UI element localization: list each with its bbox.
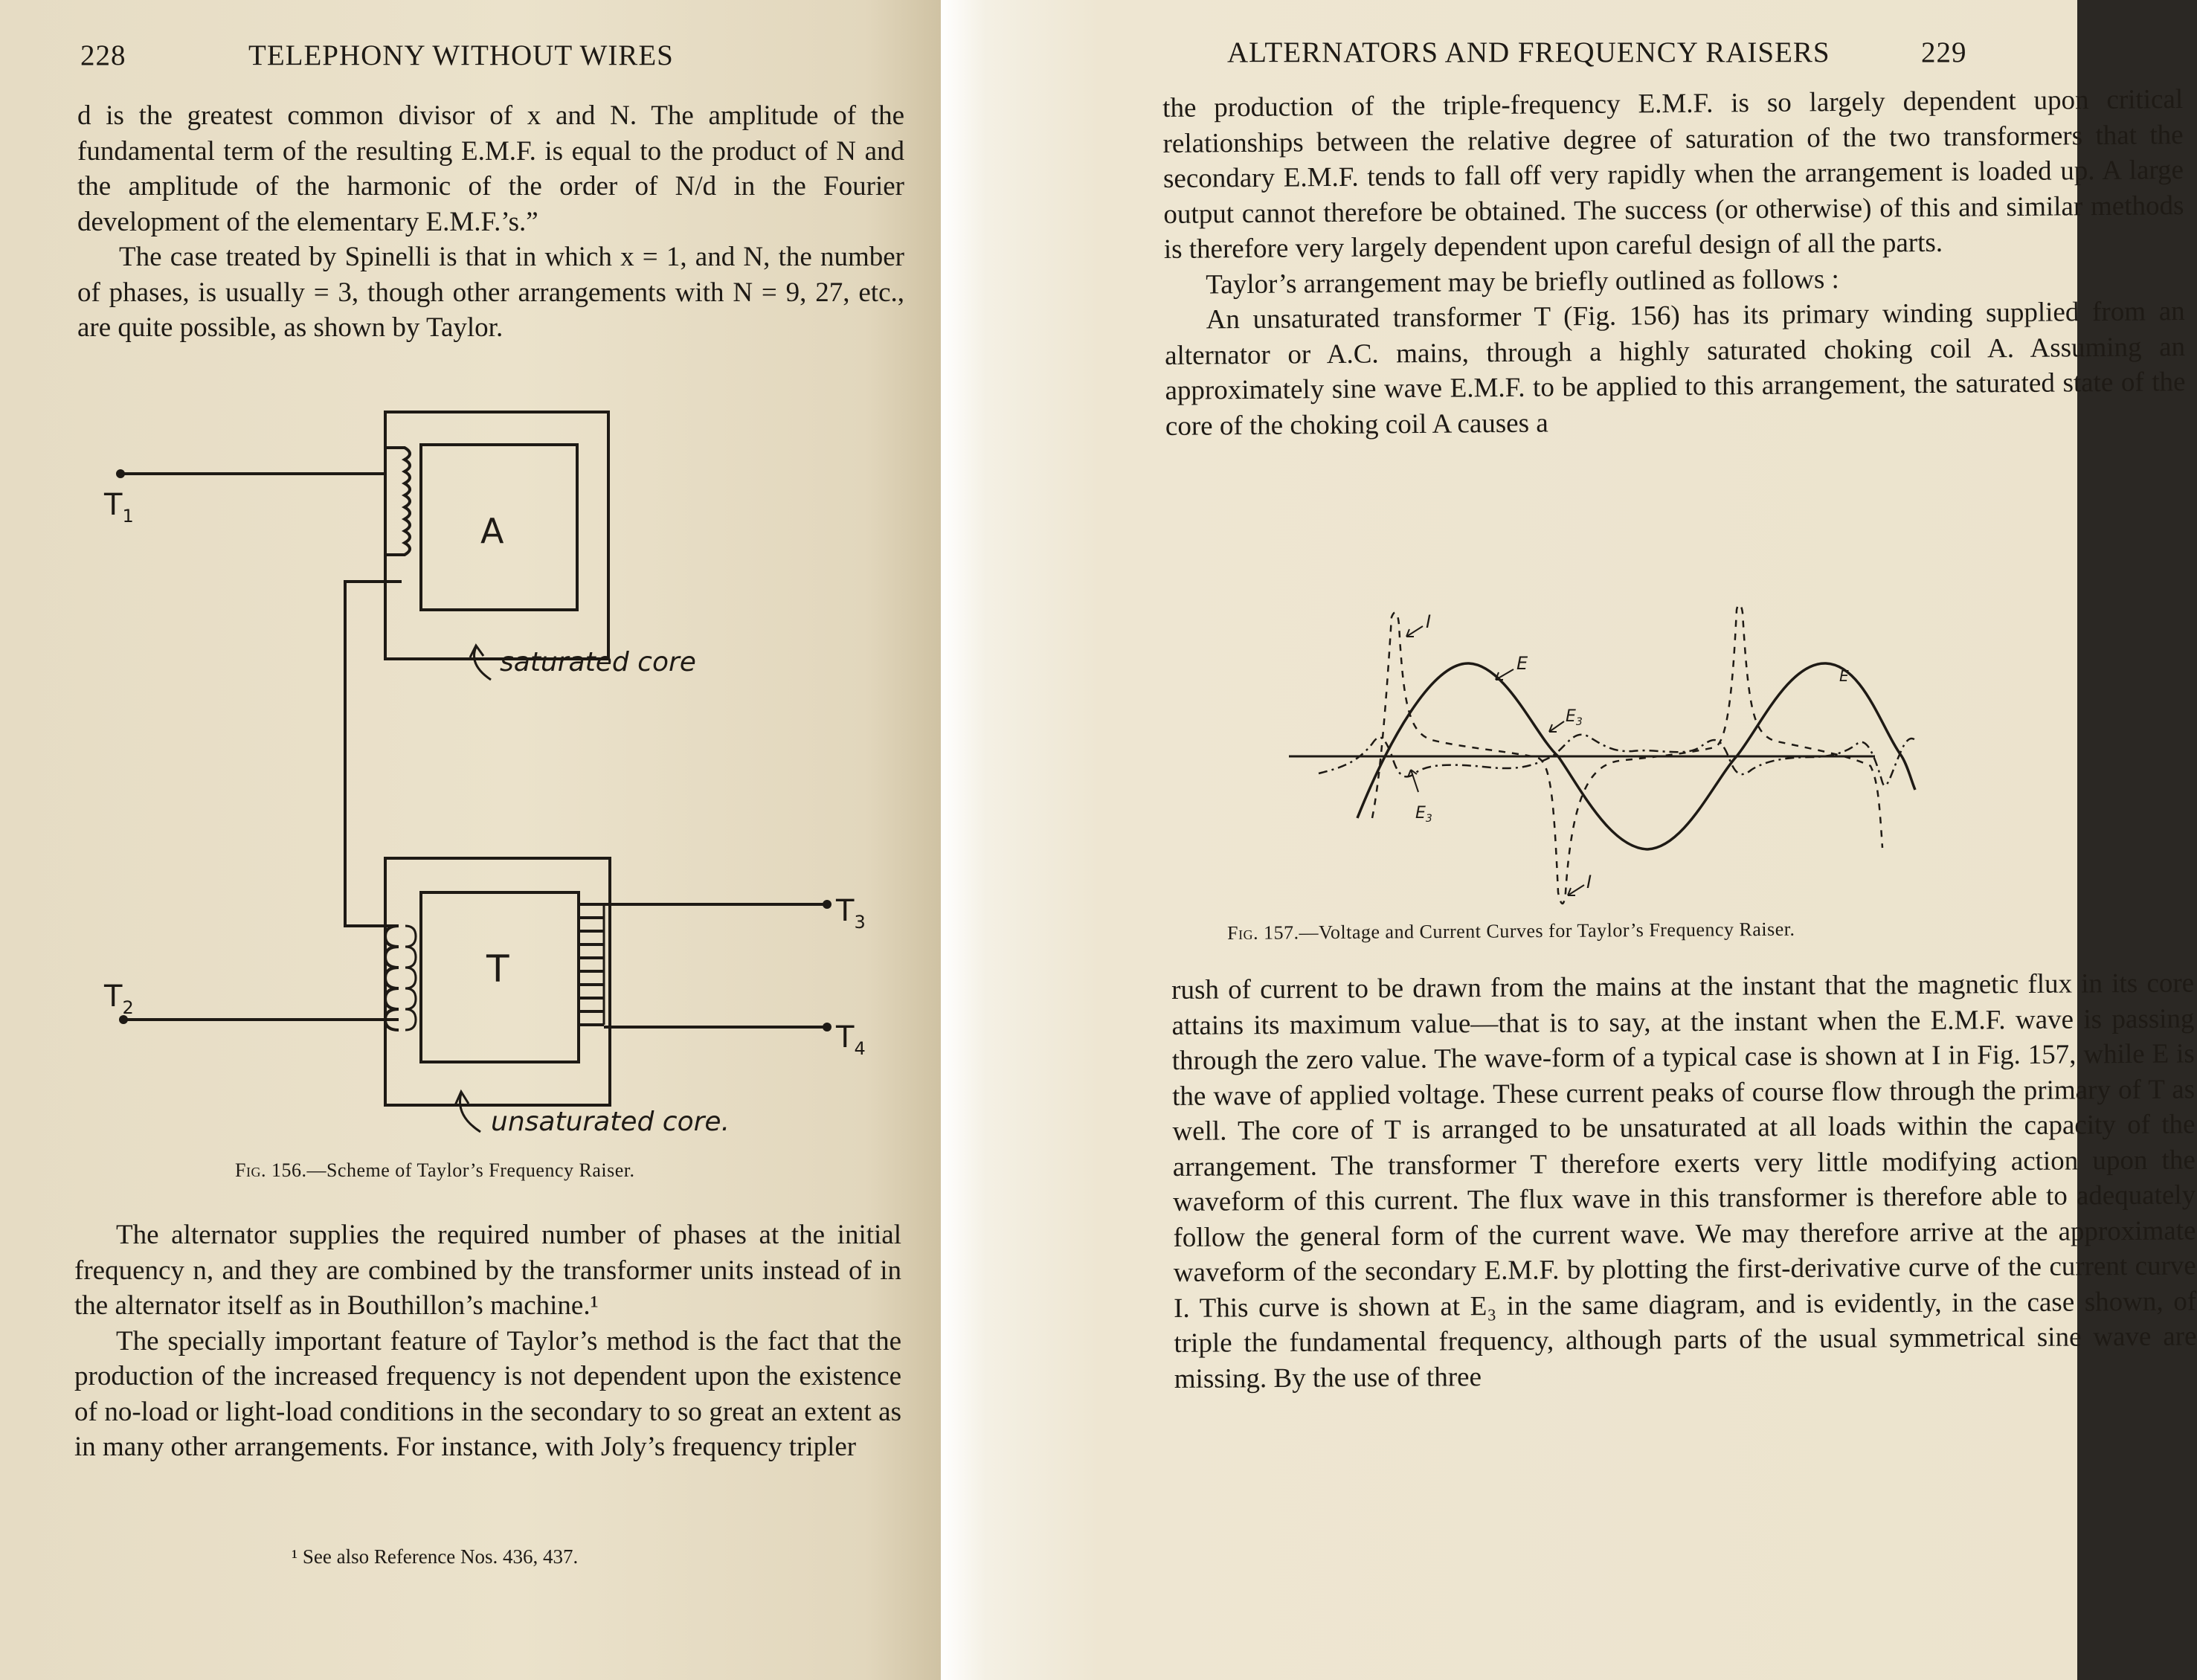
label-t3: $T_3$ xyxy=(836,894,866,933)
left-footnote: ¹ See also Reference Nos. 436, 437. xyxy=(292,1545,579,1568)
label-e3-top: $E_3$ xyxy=(1566,707,1583,728)
right-page xyxy=(941,0,2197,1680)
right-running-title: ALTERNATORS AND FREQUENCY RAISERS xyxy=(1227,36,1830,68)
right-page-number: 229 xyxy=(1921,36,1967,68)
right-paragraph-3: An unsaturated transformer T (Fig. 156) has its primary winding supplied from an alternator or A.C. mains, through a highly saturated choking coil A. Assuming an approximately sine wave E.M.F. to be applied to this arrangement, the saturated state of the core of the choking coil A causes a xyxy=(1164,296,2186,442)
label-i-bottom: I xyxy=(1586,872,1592,892)
left-paragraph-4: The specially important feature of Taylor’s method is the fact that the production of the increased frequency is not dependent upon the existence of no-load or light-load conditions in the secondary to so great an extent as in many other arrangements. For instance, with Joly’s frequency tripler xyxy=(74,1325,901,1462)
transformer-t-primary xyxy=(385,926,399,1030)
figure-157-waveforms xyxy=(941,595,2077,930)
note-saturated-core: saturated core xyxy=(500,647,696,678)
arrow-saturated xyxy=(470,646,491,680)
right-body-top xyxy=(1162,82,2186,444)
figure-156-caption xyxy=(235,1159,634,1182)
arrow-i-top xyxy=(1406,626,1423,637)
label-e3-bottom: $E_3$ xyxy=(1415,804,1432,825)
note-unsaturated-core: unsaturated core. xyxy=(491,1107,730,1137)
figure-157-caption xyxy=(1227,918,1795,944)
label-t4: $T_4$ xyxy=(836,1020,866,1059)
left-page xyxy=(0,0,941,1680)
curve-e3 xyxy=(1319,735,1915,786)
right-paragraph-1: the production of the triple-frequency E.M.F. is so largely dependent upon critical relationships between the relative degree of saturation of the two transformers that the secondary E.M.F. tends to fall off very rapidly when the arrangement is loaded up. A large output cannot therefore be obtained. The success (or otherwise) of this and similar methods is therefore very largely dependent upon careful design of all the parts. xyxy=(1162,84,2184,265)
lead-a-to-t xyxy=(345,582,402,926)
left-paragraph-2: The case treated by Spinelli is that in which x = 1, and N, the number of phases, is usually = 3, though other arrangements with N = 9, 27, etc., are quite possible, as shown by Taylor. xyxy=(77,242,904,343)
label-t2: $T_2$ xyxy=(104,979,134,1018)
figure-156-caption-text: —Scheme of Taylor’s Frequency Raiser. xyxy=(306,1159,635,1181)
label-e-right: E xyxy=(1839,667,1849,685)
label-t1: $T_1$ xyxy=(104,488,134,527)
figure-156-circuit xyxy=(0,394,941,1138)
right-paragraph-4: rush of current to be drawn from the mains at the instant that the magnetic flux in its core attains its maximum value—that is to say, at the instant when the E.M.F. wave is passing through the zero value. The wave-form of a typical case is shown at I in Fig. 157, while E is the wave of applied voltage. These current peaks of course flow through the primary of T as well. The core of T is arranged to be unsaturated at all loads within the capacity of the arrangement. The transformer T therefore exerts very little modifying action upon the waveform of this current. The flux wave in this transformer is therefore able to adequately follow the general form of the current wave. We may therefore arrive at the approximate waveform of the secondary E.M.F. by plotting the first-derivative curve of the current curve I. This curve is shown at E₃ in the same diagram, and is evidently, in the case shown, of triple the fundamental frequency, although parts of the usual symmetrical sine wave are missing. By the use of three xyxy=(1171,968,2197,1394)
curve-i xyxy=(1372,605,1882,904)
right-paragraph-2: Taylor’s arrangement may be briefly outlined as follows : xyxy=(1206,263,1840,300)
left-body-bottom xyxy=(74,1217,901,1465)
label-t: T xyxy=(486,947,509,991)
left-page-number: 228 xyxy=(80,39,126,71)
arrow-e3-top xyxy=(1549,721,1564,732)
left-running-title: TELEPHONY WITHOUT WIRES xyxy=(248,39,674,71)
right-body-bottom xyxy=(1171,965,2197,1397)
left-body-top xyxy=(77,98,904,346)
left-paragraph-3: The alternator supplies the required number of phases at the initial frequency n, and they are combined by the transformer units instead of in the alternator itself as in Bouthillon’s machine.¹ xyxy=(74,1220,901,1321)
figure-156-caption-label: Fig. 156. xyxy=(235,1159,307,1181)
arrow-e xyxy=(1496,669,1514,680)
transformer-t-secondary xyxy=(579,904,604,1025)
figure-157-caption-label: Fig. 157. xyxy=(1227,921,1299,944)
arrow-i-bottom xyxy=(1568,885,1584,895)
arrow-e3-bottom xyxy=(1408,770,1418,792)
label-i-top: I xyxy=(1426,611,1432,632)
arrow-unsaturated xyxy=(455,1092,480,1132)
figure-157-caption-text: —Voltage and Current Curves for Taylor’s Frequency Raiser. xyxy=(1299,918,1795,944)
coil-a-winding xyxy=(385,448,410,555)
label-a: A xyxy=(480,511,504,551)
label-e: E xyxy=(1516,653,1528,674)
left-paragraph-1: d is the greatest common divisor of x and N. The amplitude of the fundamental term of the resulting E.M.F. is equal to the product of N and the amplitude of the harmonic of the order of N/d in the Fourier development of the elementary E.M.F.’s.” xyxy=(77,100,904,237)
